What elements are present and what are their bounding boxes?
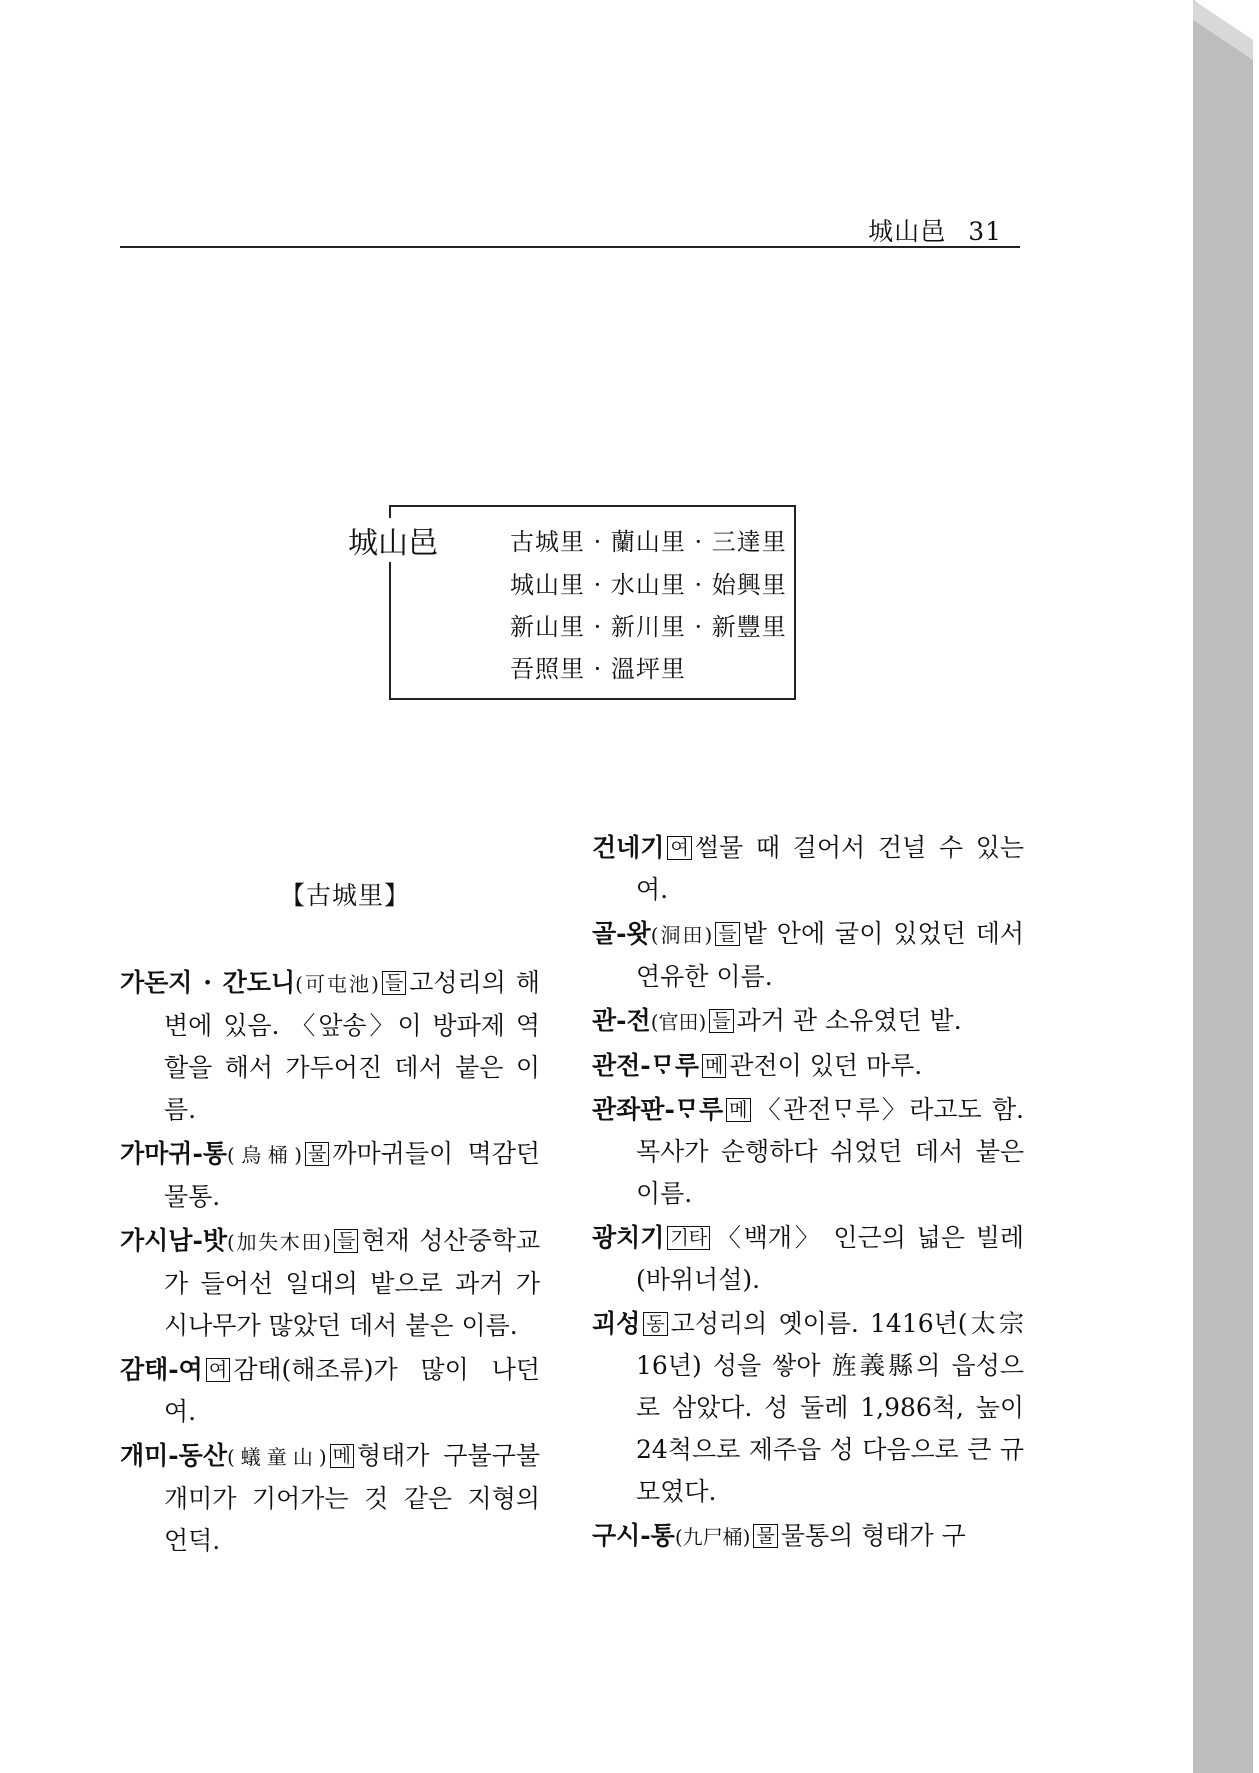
running-header <box>120 212 1020 248</box>
dictionary-entry <box>120 1349 540 1433</box>
entry-definition: 현재 성산중학교가 들어선 일대의 밭으로 과거 가시나무가 많았던 데서 붙은 이름. <box>164 1226 541 1340</box>
village-list-line: 新山里 · 新川里 · 新豐里 <box>510 613 787 641</box>
entry-definition: 〈백개〉 인근의 넓은 빌레(바위너설). <box>636 1223 1024 1294</box>
dictionary-entry <box>120 1133 540 1218</box>
dictionary-entry <box>120 962 540 1131</box>
category-tag: 물 <box>305 1142 329 1166</box>
entry-definition: 물통의 형태가 구 <box>780 1521 966 1550</box>
entry-definition: 형태가 구불구불 개미가 기어가는 것 같은 지형의 언덕. <box>164 1441 541 1555</box>
header-title: 城山邑 <box>868 217 947 246</box>
dictionary-entry <box>592 1089 1024 1215</box>
page-number: 31 <box>968 217 1002 246</box>
right-column <box>592 827 1024 1560</box>
village-list-line: 古城里 · 蘭山里 · 三達里 <box>510 528 787 556</box>
category-tag: 메 <box>702 1054 726 1078</box>
entry-headword: 감태-여 <box>120 1355 203 1384</box>
entry-headword: 가돈지 · 간도니 <box>120 968 296 997</box>
village-list-line: 吾照里 · 溫坪里 <box>510 655 686 683</box>
entry-headword: 관전-ᄆᆞ루 <box>592 1051 699 1080</box>
entry-headword: 구시-통 <box>592 1521 675 1550</box>
entry-definition: 밭 안에 굴이 있었던 데서 연유한 이름. <box>636 919 1025 991</box>
dictionary-entry <box>592 1303 1024 1513</box>
category-tag: 들 <box>715 922 739 946</box>
header-text <box>868 212 1002 248</box>
category-tag: 여 <box>667 836 691 860</box>
entry-definition: 고성리의 해변에 있음. 〈앞송〉이 방파제 역할을 해서 가두어진 데서 붙은 이름. <box>164 968 541 1124</box>
left-column <box>120 962 540 1564</box>
category-tag: 들 <box>709 1009 733 1033</box>
category-tag: 여 <box>206 1358 230 1382</box>
dictionary-entry <box>120 1435 540 1562</box>
category-tag: 물 <box>753 1524 777 1548</box>
entry-headword: 건네기 <box>592 833 665 862</box>
category-tag: 들 <box>382 971 406 995</box>
entry-headword: 개미-동산 <box>120 1441 227 1470</box>
entry-definition: 고성리의 옛이름. 1416년(太宗 16년) 성을 쌓아 旌義縣의 읍성으로 삼았다. 성 둘레 1,986척, 높이 24척으로 제주읍 성 다음으로 큰 규모였다. <box>636 1309 1024 1506</box>
entry-hanja: (洞田) <box>650 923 713 947</box>
category-tag: 들 <box>334 1229 358 1253</box>
dictionary-entry <box>592 913 1024 998</box>
entry-hanja: (可屯池) <box>295 972 379 996</box>
section-heading: 【古城里】 <box>280 881 411 910</box>
dictionary-entry <box>120 1220 540 1347</box>
entry-definition: 〈관전ᄆᆞ루〉라고도 함. 목사가 순행하다 쉬었던 데서 붙은 이름. <box>636 1095 1024 1208</box>
entry-definition: 과거 관 소유였던 밭. <box>736 1006 962 1035</box>
dictionary-entry <box>592 1045 1024 1087</box>
category-tag: 기타 <box>667 1226 710 1250</box>
entry-definition: 까마귀들이 멱감던 물통. <box>164 1139 540 1211</box>
dictionary-entry <box>592 827 1024 911</box>
entry-headword: 광치기 <box>592 1223 665 1252</box>
dictionary-entry <box>592 1515 1024 1558</box>
entry-headword: 가시남-밧 <box>120 1226 227 1255</box>
entry-headword: 관좌판-ᄆᆞ루 <box>592 1095 724 1124</box>
entry-definition: 썰물 때 걸어서 건널 수 있는 여. <box>636 833 1024 904</box>
category-tag: 메 <box>330 1444 354 1468</box>
dictionary-entry <box>592 1000 1024 1043</box>
entry-hanja: (蟻童山) <box>226 1445 327 1469</box>
entry-hanja: (烏桶) <box>226 1143 303 1167</box>
entry-headword: 가마귀-통 <box>120 1139 227 1168</box>
entry-hanja: (九尸桶) <box>674 1525 751 1549</box>
dictionary-entry <box>592 1217 1024 1301</box>
entry-headword: 골-왓 <box>592 919 651 948</box>
category-tag: 동 <box>643 1312 667 1336</box>
entry-headword: 관-전 <box>592 1006 651 1035</box>
entry-headword: 괴성 <box>592 1309 641 1338</box>
village-list-line: 城山里 · 水山里 · 始興里 <box>510 571 787 599</box>
entry-hanja: (官田) <box>650 1010 707 1034</box>
entry-hanja: (加失木田) <box>226 1230 331 1254</box>
district-name: 城山邑 <box>345 518 441 562</box>
entry-definition: 감태(해조류)가 많이 나던 여. <box>164 1355 540 1426</box>
entry-definition: 관전이 있던 마루. <box>729 1051 923 1080</box>
page-stack-edge <box>1193 0 1257 1773</box>
category-tag: 메 <box>726 1098 750 1122</box>
